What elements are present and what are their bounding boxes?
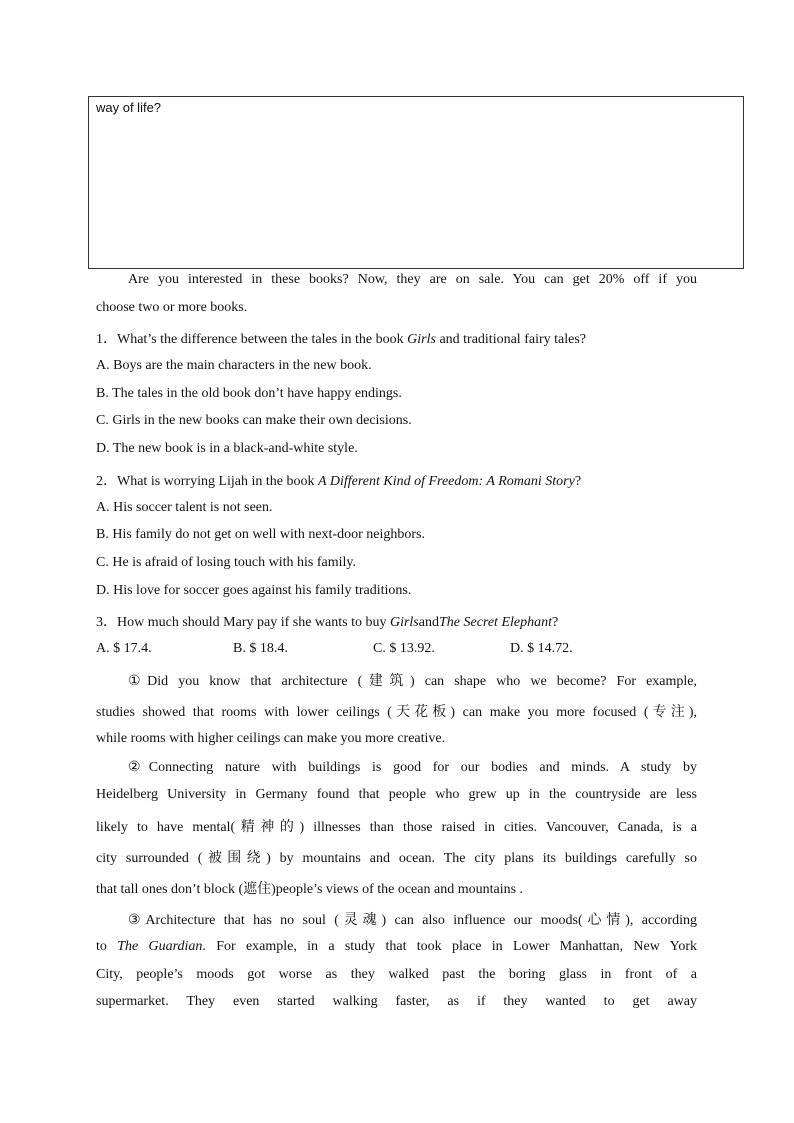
passage-p2-line-5: that tall ones don’t block (遮住)people’s views of the ocean and mountains . (96, 882, 524, 897)
question-2-option-b[interactable]: B. His family do not get on well with next-door neighbors. (96, 527, 425, 542)
passage-p3-line-1: ③Architecture that has no soul (灵魂) can also influence our moods(心情), according (128, 913, 697, 928)
passage-p2-line-3: likely to have mental(精神的) illnesses than those raised in cities. Vancouver, Canada, is a (96, 820, 697, 835)
book-title: Girls (389, 615, 419, 630)
source-title: The Guardian (117, 939, 203, 954)
answer-box (88, 96, 744, 269)
question-1-option-b[interactable]: B. The tales in the old book don’t have happy endings. (96, 386, 402, 401)
box-text: way of life? (96, 100, 162, 115)
question-2-stem: 2．What is worrying Lijah in the book A Different Kind of Freedom: A Romani Story? (96, 474, 582, 489)
intro-line-2: choose two or more books. (96, 300, 248, 315)
passage-p3-line-3: City, people’s moods got worse as they walked past the boring glass in front of a (96, 967, 697, 982)
question-3-stem: 3．How much should Mary pay if she wants to buy GirlsandThe Secret Elephant? (96, 615, 559, 630)
question-3-option-b[interactable]: B. $ 18.4. (233, 641, 288, 656)
book-title: The Secret Elephant (438, 615, 552, 630)
question-2-option-d[interactable]: D. His love for soccer goes against his family traditions. (96, 583, 412, 598)
passage-p2-line-1: ②Connecting nature with buildings is good for our bodies and minds. A study by (128, 760, 697, 775)
passage-p2-line-4: city surrounded (被围绕) by mountains and ocean. The city plans its buildings carefully so (96, 851, 697, 866)
passage-p3-line-4: supermarket. They even started walking faster, as if they wanted to get away (96, 994, 697, 1009)
question-1-option-d[interactable]: D. The new book is in a black-and-white style. (96, 441, 358, 456)
question-1-option-a[interactable]: A. Boys are the main characters in the new book. (96, 358, 372, 373)
passage-p3-line-2: to The Guardian. For example, in a study that took place in Lower Manhattan, New York (96, 939, 698, 954)
passage-p1-line-1: ①Did you know that architecture (建筑) can shape who we become? For example, (128, 674, 697, 689)
book-title: Girls (407, 332, 436, 347)
passage-p1-line-3: while rooms with higher ceilings can make you more creative. (96, 731, 446, 746)
passage-p1-line-2: studies showed that rooms with lower ceilings (天花板) can make you more focused (专注), (96, 705, 697, 720)
question-2-option-c[interactable]: C. He is afraid of losing touch with his family. (96, 555, 356, 570)
book-title: A Different Kind of Freedom: A Romani Story (318, 474, 575, 489)
passage-p2-line-2: Heidelberg University in Germany found that people who grew up in the countryside are less (96, 787, 697, 802)
intro-line-1: Are you interested in these books? Now, they are on sale. You can get 20% off if you (128, 272, 697, 287)
question-1-option-c[interactable]: C. Girls in the new books can make their own decisions. (96, 413, 412, 428)
question-2-option-a[interactable]: A. His soccer talent is not seen. (96, 500, 273, 515)
question-3-option-a[interactable]: A. $ 17.4. (96, 641, 152, 656)
question-3-option-d[interactable]: D. $ 14.72. (510, 641, 573, 656)
question-1-stem: 1．What’s the difference between the tales in the book Girls and traditional fairy tales? (96, 332, 586, 347)
question-3-option-c[interactable]: C. $ 13.92. (373, 641, 435, 656)
